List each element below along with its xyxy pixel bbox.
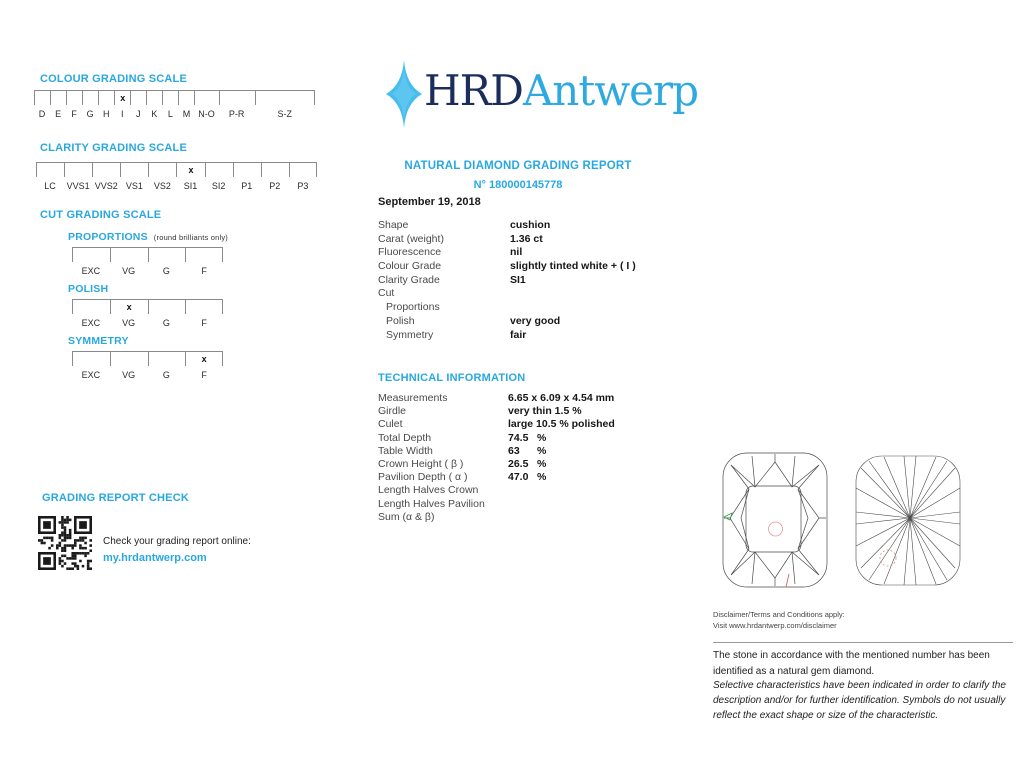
scale-cell xyxy=(176,163,204,177)
scale-cell xyxy=(148,352,186,366)
scale-grade-label: VVS2 xyxy=(94,181,118,191)
clarity-grading-scale xyxy=(36,162,317,191)
technical-row xyxy=(378,405,688,418)
pavilion-view-diagram xyxy=(854,454,962,587)
spec-label: Proportions xyxy=(386,301,440,314)
characteristics-note: Selective characteristics have been indicated in order to clarify the description and/or for further identification. Symbols do not usually reflect the exact shape or size of the characteristic. xyxy=(713,680,1006,721)
proportions-note: (round brilliants only) xyxy=(153,233,229,242)
spec-row xyxy=(378,301,678,315)
scale-cell xyxy=(120,163,148,177)
technical-value: 47.0 xyxy=(508,471,529,484)
colour-grading-scale xyxy=(34,90,315,119)
scale-grade-label: F xyxy=(201,370,207,380)
technical-unit: % xyxy=(537,444,547,457)
spec-row xyxy=(378,233,678,247)
spec-row xyxy=(378,329,678,343)
technical-label: Crown Height ( β ) xyxy=(378,457,464,470)
scale-grade-label: P-R xyxy=(228,109,245,119)
crown-view-diagram xyxy=(722,452,828,588)
technical-value: 63 xyxy=(508,444,520,457)
symmetry-title: SYMMETRY xyxy=(68,335,129,347)
disclaimer-line2: Visit www.hrdantwerp.com/disclaimer xyxy=(713,621,837,630)
scale-cell xyxy=(148,248,186,262)
scale-cell xyxy=(194,91,218,105)
scale-cell xyxy=(261,163,289,177)
report-number: N° 180000145778 xyxy=(473,179,563,191)
scale-mark-x: x xyxy=(120,92,126,103)
proportions-title xyxy=(68,231,228,243)
scale-grade-label: F xyxy=(201,318,207,328)
scale-cell xyxy=(178,91,194,105)
spec-value: fair xyxy=(510,328,527,341)
scale-cell xyxy=(130,91,146,105)
scale-bar xyxy=(34,90,315,105)
scale-grade-label: G xyxy=(162,266,170,276)
proportions-scale xyxy=(72,247,223,276)
technical-row xyxy=(378,498,688,511)
scale-cell xyxy=(72,248,110,262)
scale-labels xyxy=(72,370,223,380)
spec-row xyxy=(378,260,678,274)
technical-unit: % xyxy=(537,471,547,484)
scale-grade-label: S-Z xyxy=(277,109,293,119)
scale-grade-label: I xyxy=(121,109,124,119)
technical-label: Total Depth xyxy=(378,431,432,444)
technical-row xyxy=(378,484,688,497)
scale-labels xyxy=(72,266,223,276)
scale-grade-label: P2 xyxy=(269,181,281,191)
scale-cell xyxy=(64,163,92,177)
technical-row xyxy=(378,418,688,431)
technical-list xyxy=(378,392,688,524)
scale-bar xyxy=(72,247,223,262)
symmetry-scale xyxy=(72,351,223,380)
spec-label: Cut xyxy=(378,287,395,300)
scale-grade-label: G xyxy=(162,318,170,328)
spec-value: cushion xyxy=(510,219,551,231)
scale-grade-label: VG xyxy=(122,370,136,380)
scale-mark-x: x xyxy=(201,353,207,364)
scale-grade-label: J xyxy=(136,109,141,119)
scale-cell xyxy=(50,91,66,105)
technical-row xyxy=(378,458,688,471)
scale-grade-label: EXC xyxy=(81,370,101,380)
scale-grade-label: SI2 xyxy=(211,181,226,191)
spec-row xyxy=(378,274,678,288)
spec-row xyxy=(378,315,678,329)
scale-grade-label: P1 xyxy=(241,181,253,191)
technical-row xyxy=(378,392,688,405)
scale-grade-label: LC xyxy=(44,181,56,191)
disclaimer-line1: Disclaimer/Terms and Conditions apply: xyxy=(713,610,845,619)
scale-grade-label: D xyxy=(38,109,46,119)
technical-value: 6.65 x 6.09 x 4.54 mm xyxy=(508,392,615,404)
disclaimer xyxy=(713,609,1013,631)
scale-cell xyxy=(148,300,186,314)
scale-cell xyxy=(255,91,315,105)
colour-scale-title: COLOUR GRADING SCALE xyxy=(40,73,187,85)
spec-value: SI1 xyxy=(510,273,526,286)
report-title: NATURAL DIAMOND GRADING REPORT xyxy=(404,160,632,172)
scale-grade-label: EXC xyxy=(81,266,101,276)
technical-unit: % xyxy=(537,457,547,470)
technical-label: Length Halves Pavilion xyxy=(378,497,485,510)
spec-label: Carat (weight) xyxy=(378,232,444,245)
scale-cell xyxy=(205,163,233,177)
scale-cell xyxy=(36,163,64,177)
spec-list xyxy=(378,219,678,342)
scale-cell xyxy=(185,300,223,314)
scale-cell xyxy=(98,91,114,105)
scale-grade-label: F xyxy=(201,266,207,276)
scale-cell xyxy=(219,91,255,105)
scale-cell xyxy=(82,91,98,105)
spec-row xyxy=(378,219,678,233)
technical-label: Sum (α & β) xyxy=(378,510,435,523)
scale-grade-label: E xyxy=(55,109,62,119)
report-date: September 19, 2018 xyxy=(378,196,481,208)
scale-cell xyxy=(72,300,110,314)
scale-mark-x: x xyxy=(188,164,194,175)
scale-grade-label: VVS1 xyxy=(66,181,90,191)
technical-value: very thin 1.5 % xyxy=(508,405,582,418)
scale-cell xyxy=(146,91,162,105)
scale-grade-label: G xyxy=(86,109,94,119)
spec-label: Symmetry xyxy=(386,328,434,341)
scale-cell xyxy=(110,248,148,262)
scale-cell xyxy=(110,300,148,314)
polish-scale xyxy=(72,299,223,328)
qr-code xyxy=(38,516,92,570)
scale-cell xyxy=(289,163,317,177)
scale-cell xyxy=(72,352,110,366)
scale-grade-label: VG xyxy=(122,266,136,276)
report-header xyxy=(377,160,659,191)
technical-label: Length Halves Crown xyxy=(378,484,479,497)
polish-title: POLISH xyxy=(68,283,109,295)
spec-label: Colour Grade xyxy=(378,260,442,273)
clarity-scale-title: CLARITY GRADING SCALE xyxy=(40,142,188,154)
logo-hrd-text: HRD xyxy=(424,66,523,115)
scale-grade-label: SI1 xyxy=(183,181,198,191)
spec-label: Clarity Grade xyxy=(378,273,440,286)
scale-bar xyxy=(72,299,223,314)
scale-grade-label: M xyxy=(182,109,191,119)
proportions-title-label: PROPORTIONS xyxy=(68,231,148,243)
scale-cell xyxy=(148,163,176,177)
scale-cell xyxy=(66,91,82,105)
spec-value: very good xyxy=(510,314,561,327)
footer-divider xyxy=(713,642,1013,643)
technical-value: 26.5 xyxy=(508,457,529,470)
spec-value: slightly tinted white + ( I ) xyxy=(510,260,636,273)
technical-value: large 10.5 % polished xyxy=(508,418,615,431)
scale-grade-label: P3 xyxy=(297,181,309,191)
hrd-antwerp-logo xyxy=(424,66,698,115)
spec-label: Polish xyxy=(386,314,415,327)
spec-row xyxy=(378,246,678,260)
scale-labels xyxy=(34,109,315,119)
scale-grade-label: VS1 xyxy=(125,181,143,191)
technical-row xyxy=(378,445,688,458)
spec-value: nil xyxy=(510,246,523,259)
technical-label: Girdle xyxy=(378,405,407,418)
technical-row xyxy=(378,511,688,524)
scale-mark-x: x xyxy=(126,301,132,312)
spec-row xyxy=(378,287,678,301)
scale-grade-label: VS2 xyxy=(153,181,171,191)
scale-grade-label: H xyxy=(102,109,110,119)
scale-grade-label: EXC xyxy=(81,318,101,328)
technical-row xyxy=(378,432,688,445)
scale-grade-label: K xyxy=(151,109,158,119)
scale-cell xyxy=(34,91,50,105)
scale-cell xyxy=(162,91,178,105)
scale-cell xyxy=(114,91,130,105)
spec-label: Shape xyxy=(378,219,409,231)
scale-cell xyxy=(233,163,261,177)
spec-label: Fluorescence xyxy=(378,246,442,259)
scale-grade-label: F xyxy=(71,109,77,119)
technical-label: Culet xyxy=(378,418,403,431)
scale-cell xyxy=(185,352,223,366)
hrd-star-icon xyxy=(386,60,422,128)
scale-grade-label: G xyxy=(162,370,170,380)
scale-labels xyxy=(72,318,223,328)
technical-unit: % xyxy=(537,431,547,444)
report-check-link[interactable]: my.hrdantwerp.com xyxy=(103,552,207,564)
scale-cell xyxy=(110,352,148,366)
scale-labels xyxy=(36,181,317,191)
logo-antwerp-text: Antwerp xyxy=(522,66,698,115)
cut-scale-title: CUT GRADING SCALE xyxy=(40,209,162,221)
scale-grade-label: VG xyxy=(122,318,136,328)
technical-value: 74.5 xyxy=(508,431,529,444)
technical-label: Pavilion Depth ( α ) xyxy=(378,471,468,484)
spec-value: 1.36 ct xyxy=(510,232,543,245)
technical-label: Measurements xyxy=(378,392,448,404)
scale-bar xyxy=(36,162,317,177)
technical-label: Table Width xyxy=(378,444,433,457)
technical-row xyxy=(378,471,688,484)
scale-bar xyxy=(72,351,223,366)
scale-cell xyxy=(185,248,223,262)
scale-cell xyxy=(92,163,120,177)
scale-grade-label: N-O xyxy=(198,109,215,119)
technical-information-title: TECHNICAL INFORMATION xyxy=(378,372,526,384)
grading-report-check-title: GRADING REPORT CHECK xyxy=(42,492,190,504)
scale-grade-label: L xyxy=(167,109,173,119)
identification-statement: The stone in accordance with the mentioned number has been identified as a natural gem diamond. xyxy=(713,650,990,677)
check-instruction: Check your grading report online: xyxy=(103,536,251,547)
